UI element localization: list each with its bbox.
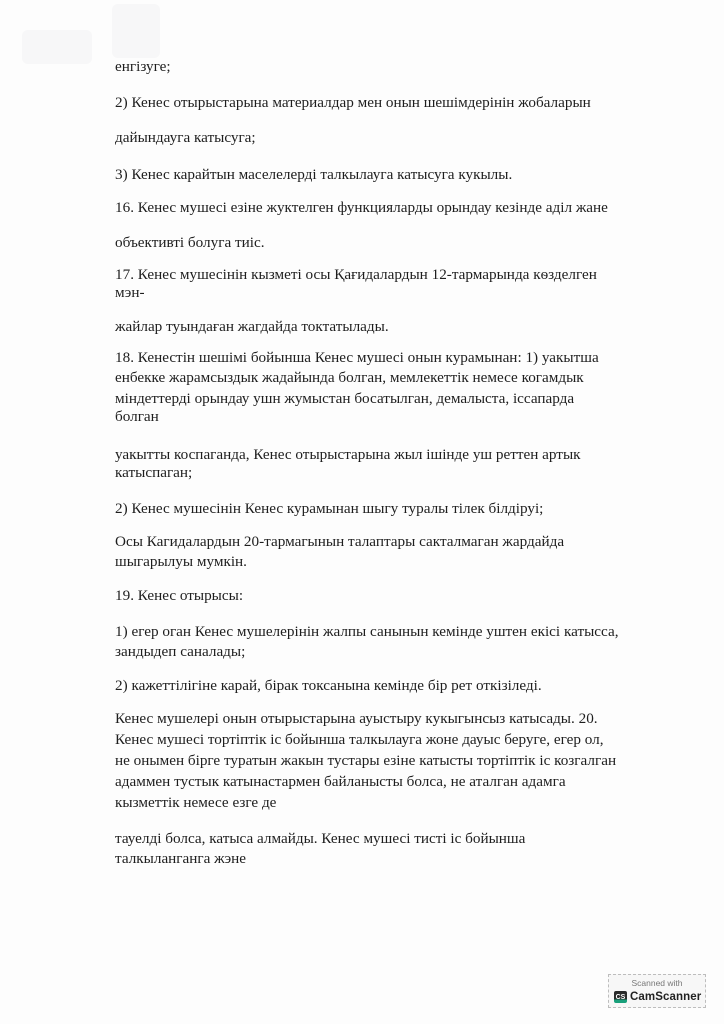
- text-line: Кенес мушесі тортіптік іс бойынша талкылауга жоне дауыс беруге, егер ол,: [115, 731, 604, 748]
- camscanner-watermark: [608, 974, 706, 1008]
- watermark-caption: Scanned with: [631, 978, 683, 988]
- text-line: міндеттерді орындау ушн жумыстан босатылган, демалыста, іссапарда: [115, 390, 575, 407]
- text-line: 19. Кенес отырысы:: [115, 587, 244, 604]
- text-line: болган: [115, 408, 159, 425]
- text-line: енгізуге;: [115, 58, 171, 75]
- text-line: мэн-: [115, 284, 145, 301]
- camscanner-logo-icon: CS: [614, 991, 627, 1003]
- text-line: кызметтік немесе езге де: [115, 794, 277, 811]
- text-line: 3) Кенес карайтын маселелерді талкылауга катысуга кукылы.: [115, 166, 513, 183]
- text-line: 2) кажеттілігіне карай, бірак токсанына кемінде бір рет откізіледі.: [115, 677, 542, 694]
- text-line: адаммен тустык катынастармен байланысты болса, не аталган адамга: [115, 773, 566, 790]
- text-line: объективті болуга тиіс.: [115, 234, 265, 251]
- text-line: 1) егер оган Кенес мушелерінін жалпы санынын кемінде уштен екісі катысса,: [115, 623, 619, 640]
- text-line: Кенес мушелері онын отырыстарына ауыстыру кукыгынсыз катысады. 20.: [115, 710, 598, 727]
- text-line: 18. Кенестін шешімі бойынша Кенес мушесі онын курамынан: 1) уакытша: [115, 349, 599, 366]
- text-line: катыспаган;: [115, 464, 193, 481]
- text-line: зандыдеп саналады;: [115, 643, 246, 660]
- watermark-brand: CamScanner: [630, 991, 702, 1003]
- text-line: енбекке жарамсыздык жадайында болган, мемлекеттік немесе когамдык: [115, 369, 584, 386]
- scan-smudge: [22, 30, 92, 64]
- scan-smudge: [112, 4, 160, 58]
- text-line: 16. Кенес мушесі езіне жуктелген функцияларды орындау кезінде аділ жане: [115, 199, 608, 216]
- text-line: дайындауга катысуга;: [115, 129, 256, 146]
- text-line: 2) Кенес мушесінін Кенес курамынан шыгу туралы тілек білдіруі;: [115, 500, 544, 517]
- text-line: жайлар туындаған жагдайда токтатылады.: [115, 318, 389, 335]
- text-line: шыгарылуы мумкін.: [115, 553, 247, 570]
- text-line: Осы Кагидалардын 20-тармагынын талаптары сакталмаган жардайда: [115, 533, 565, 550]
- text-line: не онымен бірге туратын жакын тустары езіне катысты тортіптік іс козгалган: [115, 752, 617, 769]
- text-line: 17. Кенес мушесінін кызметі осы Қағидалардын 12-тармарында кѳзделген: [115, 266, 597, 283]
- text-line: тауелді болса, катыса алмайды. Кенес мушесі тисті іс бойынша: [115, 830, 526, 847]
- text-line: уакытты коспаганда, Кенес отырыстарына жыл ішінде уш реттен артык: [115, 446, 581, 463]
- text-line: 2) Кенес отырыстарына материалдар мен онын шешімдерінін жобаларын: [115, 94, 591, 111]
- text-line: талкыланганга жэне: [115, 850, 247, 867]
